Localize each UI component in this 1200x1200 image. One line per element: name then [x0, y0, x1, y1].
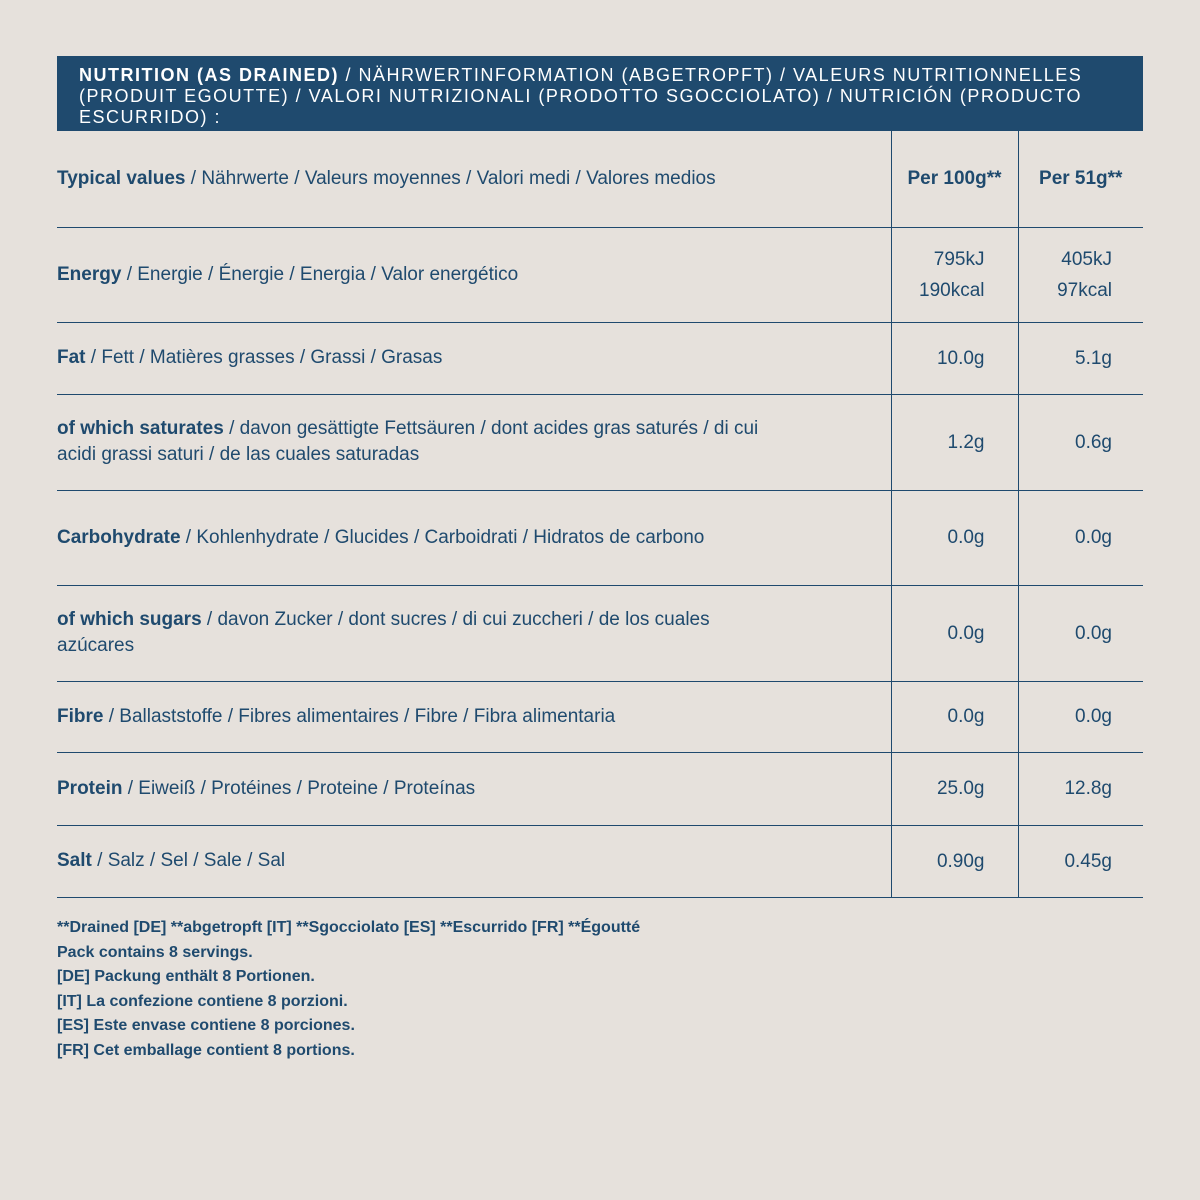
value-per-51g: 0.0g	[1018, 681, 1143, 752]
footnote-line: [IT] La confezione contiene 8 porzioni.	[57, 992, 348, 1010]
row-label-cell	[57, 490, 891, 585]
row-label-bold: Fibre	[57, 705, 104, 727]
table-row-protein	[57, 752, 1143, 825]
row-label-bold: of which sugars	[57, 609, 202, 630]
footnote-line: [DE] Packung enthält 8 Portionen.	[57, 968, 315, 985]
value-per-100g: 0.0g	[891, 585, 1018, 681]
energy-kj-100g: 795kJ	[933, 248, 985, 270]
value-per-100g: 1.2g	[891, 394, 1018, 490]
table-row-salt	[57, 825, 1143, 897]
row-label-bold: Energy	[57, 263, 122, 285]
row-label-rest: / Energie / Énergie / Energia / Valor energético	[121, 263, 519, 285]
row-label-bold: Salt	[57, 850, 92, 871]
row-label-rest: / Eiweiß / Protéines / Proteine / Proteínas	[122, 777, 476, 799]
header-title-bold: NUTRITION (AS DRAINED)	[79, 65, 339, 85]
row-label-cell	[57, 394, 891, 490]
row-label-rest: / Ballaststoffe / Fibres alimentaires / Fibre / Fibra alimentaria	[103, 705, 616, 727]
value-per-100g: 10.0g	[891, 322, 1018, 394]
table-row-energy	[57, 227, 1143, 322]
value-per-100g	[891, 227, 1018, 322]
row-label-bold: of which saturates	[57, 418, 224, 439]
energy-kj-51g: 405kJ	[1061, 248, 1112, 270]
row-label-cell	[57, 585, 891, 681]
footnote-line: [FR] Cet emballage contient 8 portions.	[57, 1041, 355, 1059]
energy-kcal-51g: 97kcal	[1057, 279, 1112, 301]
row-label-cell	[57, 322, 891, 394]
row-label-cell	[57, 227, 891, 322]
head-label-rest: / Nährwerte / Valeurs moyennes / Valori medi / Valores medios	[185, 167, 716, 189]
footnote-line: Pack contains 8 servings.	[57, 943, 253, 961]
row-label-bold: Protein	[57, 777, 123, 799]
row-label-rest: / Fett / Matières grasses / Grassi / Grasas	[85, 347, 443, 368]
nutrition-table	[57, 131, 1143, 898]
row-label-rest: / davon Zucker / dont sucres / di cui zuccheri / de los cuales azúcares	[57, 609, 710, 656]
table-row-fat	[57, 322, 1143, 394]
value-per-51g: 0.45g	[1018, 825, 1143, 897]
value-per-51g: 5.1g	[1018, 322, 1143, 394]
row-label-cell	[57, 681, 891, 752]
nutrition-header	[57, 56, 1143, 131]
value-per-100g: 25.0g	[891, 752, 1018, 825]
head-label-cell	[57, 131, 891, 227]
energy-kcal-100g: 190kcal	[919, 279, 985, 301]
row-label-rest: / Kohlenhydrate / Glucides / Carboidrati / Hidratos de carbono	[180, 526, 705, 548]
row-label-rest: / davon gesättigte Fettsäuren / dont acides gras saturés / di cui acidi grassi saturi / de las cuales saturadas	[57, 418, 759, 465]
value-per-100g: 0.0g	[891, 681, 1018, 752]
nutrition-panel	[57, 56, 1143, 898]
table-row-fibre	[57, 681, 1143, 752]
row-label-bold: Carbohydrate	[57, 526, 181, 548]
row-label-cell	[57, 752, 891, 825]
head-label-bold: Typical values	[57, 167, 186, 189]
value-per-51g: 0.6g	[1018, 394, 1143, 490]
footnote-line: [ES] Este envase contiene 8 porciones.	[57, 1017, 355, 1034]
header-title-rest: / NÄHRWERTINFORMATION (ABGETROPFT) / VALEURS NUTRITIONNELLES (PRODUIT EGOUTTE) / VALORI NUTRIZIONALI (PRODOTTO SGOCCIOLATO) / NUTRICIÓN (PRODUCTO ESCURRIDO) :	[79, 65, 1083, 127]
value-per-51g	[1018, 227, 1143, 322]
head-per-51g: Per 51g**	[1018, 131, 1143, 227]
footnotes	[57, 916, 640, 1063]
head-per-100g: Per 100g**	[891, 131, 1018, 227]
value-per-100g: 0.90g	[891, 825, 1018, 897]
row-label-rest: / Salz / Sel / Sale / Sal	[91, 850, 286, 871]
value-per-51g: 12.8g	[1018, 752, 1143, 825]
table-row-sugars	[57, 585, 1143, 681]
value-per-51g: 0.0g	[1018, 585, 1143, 681]
value-per-100g: 0.0g	[891, 490, 1018, 585]
table-row-carbohydrate	[57, 490, 1143, 585]
footnote-line: **Drained [DE] **abgetropft [IT] **Sgocciolato [ES] **Escurrido [FR] **Égoutté	[57, 919, 641, 936]
row-label-bold: Fat	[57, 347, 86, 368]
value-per-51g: 0.0g	[1018, 490, 1143, 585]
table-head-row	[57, 131, 1143, 227]
row-label-cell	[57, 825, 891, 897]
table-row-saturates	[57, 394, 1143, 490]
